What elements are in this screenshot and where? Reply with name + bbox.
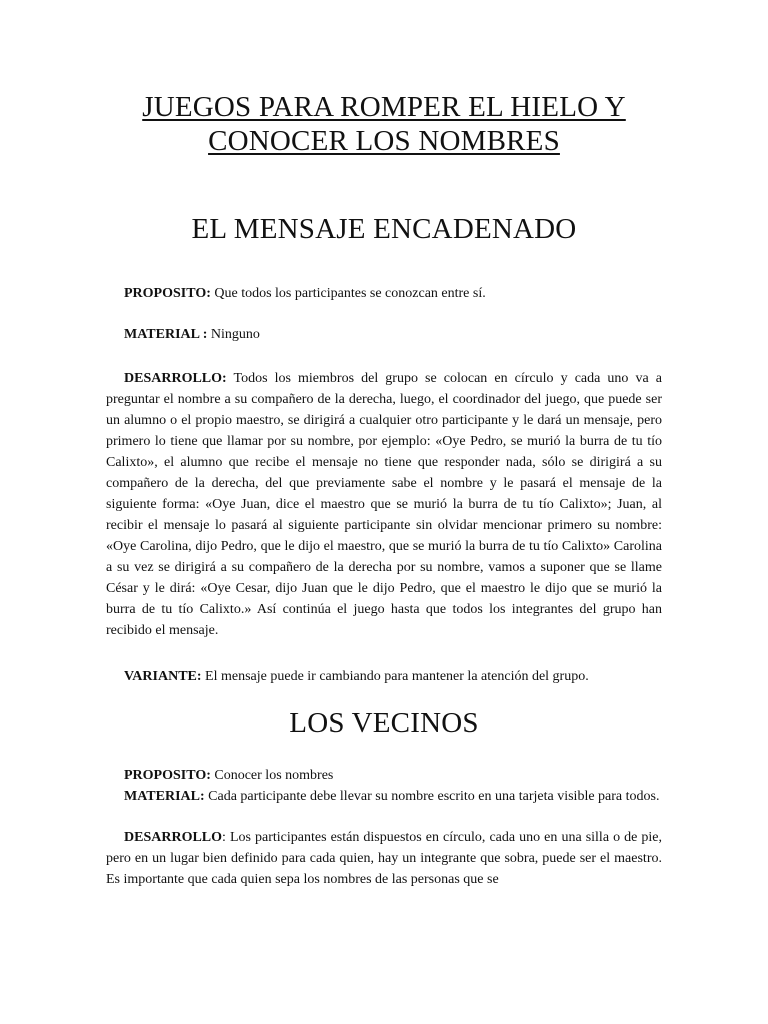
vecinos-material-paragraph: [106, 786, 662, 807]
mensaje-material-text: Ninguno: [210, 327, 260, 342]
mensaje-variante-label: VARIANTE:: [124, 669, 202, 684]
mensaje-proposito-label: PROPOSITO:: [124, 286, 211, 301]
section-heading-mensaje-encadenado: EL MENSAJE ENCADENADO: [191, 213, 577, 245]
mensaje-proposito-paragraph: [106, 283, 662, 304]
document-title: [0, 90, 768, 158]
vecinos-material-text: Cada participante debe llevar su nombre escrito en una tarjeta visible para todos.: [208, 789, 660, 804]
vecinos-desarrollo-text: : Los participantes están dispuestos en círculo, cada uno en una silla o de pie, pero en un lugar bien definido para cada quien, hay un integrante que sobra, puede ser el maestro. Es importante que cada quien sepa los nombres de las personas que se: [106, 830, 662, 887]
mensaje-desarrollo-text: Todos los miembros del grupo se colocan en círculo y cada uno va a preguntar el nombre a su compañero de la derecha, luego, el coordinador del juego, que puede ser un alumno o el propio maestro, se dirigirá a cualquier otro participante y le dará un mensaje, pero primero lo tiene que llamar por su nombre, por ejemplo: «Oye Pedro, se murió la burra de tu tío Calixto», el alumno que recibe el mensaje no tiene que responder nada, sólo se dirigirá a su compañero de la derecha, del que previamente sabe el nombre y le pasará el mensaje de la siguiente forma: «Oye Juan, dice el maestro que se murió la burra de tu tío Calixto»; Juan, al recibir el mensaje lo pasará al siguiente participante sin olvidar mencionar primero su nombre: «Oye Carolina, dijo Pedro, que le dijo el maestro, que se murió la burra de tu tío Calixto» Carolina a su vez se dirigirá a su compañero de la derecha por su nombre, vamos a suponer que se llame César y le dirá: «Oye Cesar, dijo Juan que le dijo Pedro, que el maestro le dijo que se murió la burra de tu tío Calixto.» Así continúa el juego hasta que todos los integrantes del grupo han recibido el mensaje.: [106, 371, 662, 638]
mensaje-material-label: MATERIAL :: [124, 327, 208, 342]
document-title-line-2: CONOCER LOS NOMBRES: [208, 125, 560, 157]
section-heading-los-vecinos: LOS VECINOS: [289, 707, 479, 739]
vecinos-proposito-paragraph: [106, 765, 662, 786]
mensaje-variante-text: El mensaje puede ir cambiando para mantener la atención del grupo.: [205, 669, 589, 684]
vecinos-proposito-label: PROPOSITO:: [124, 768, 211, 783]
mensaje-variante-paragraph: [106, 666, 662, 687]
mensaje-desarrollo-paragraph: [106, 368, 662, 641]
vecinos-desarrollo-paragraph: [106, 827, 662, 890]
vecinos-proposito-text: Conocer los nombres: [214, 768, 334, 783]
vecinos-desarrollo-label: DESARROLLO: [124, 830, 223, 845]
mensaje-material-paragraph: [106, 324, 662, 345]
document-title-line-1: JUEGOS PARA ROMPER EL HIELO Y: [142, 91, 626, 123]
mensaje-desarrollo-label: DESARROLLO:: [124, 371, 227, 386]
vecinos-material-label: MATERIAL:: [124, 789, 205, 804]
mensaje-proposito-text: Que todos los participantes se conozcan entre sí.: [214, 286, 486, 301]
